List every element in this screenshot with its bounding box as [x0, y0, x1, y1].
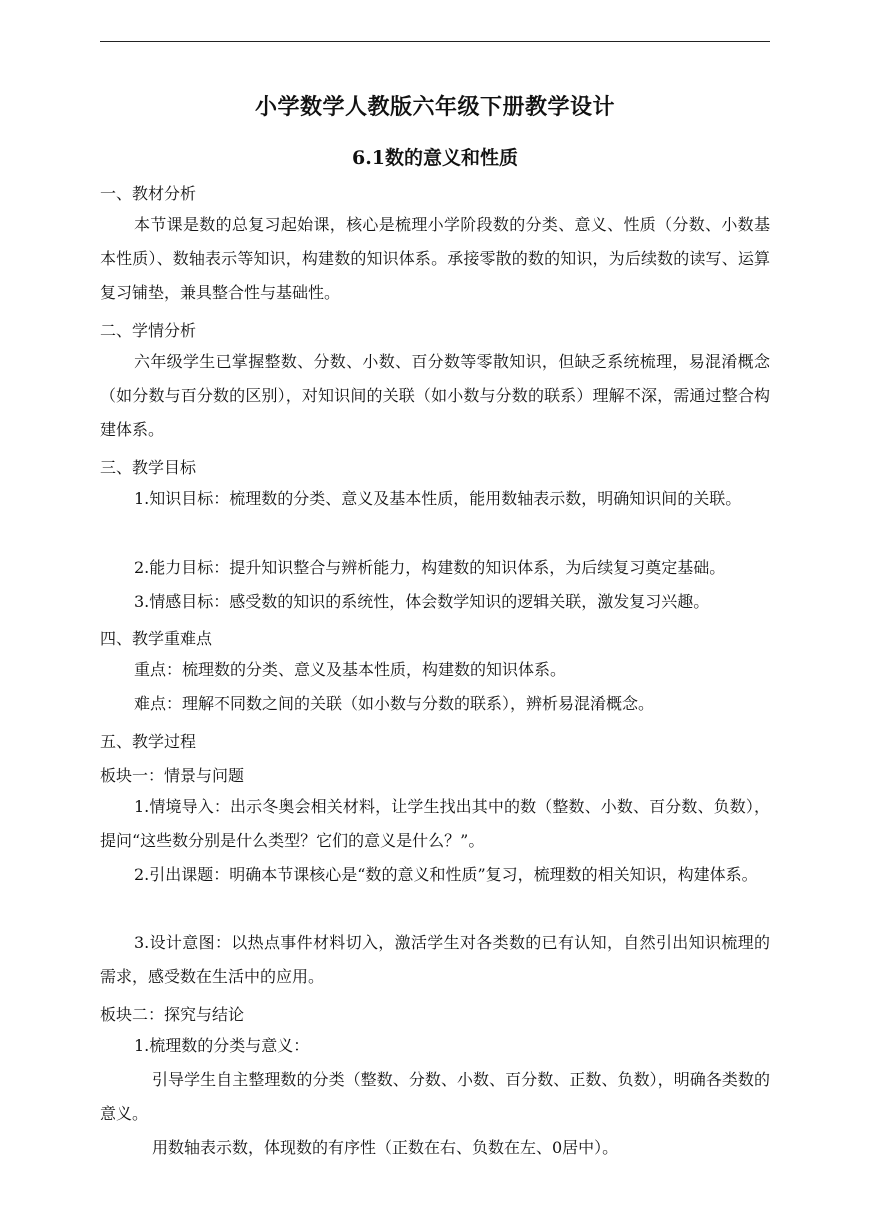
paragraph-ability-goal: 2.能力目标：提升知识整合与辨析能力，构建数的知识体系，为后续复习奠定基础。: [134, 558, 726, 577]
paragraph-situation-intro: 1.情境导入：出示冬奥会相关材料，让学生找出其中的数（整数、小数、百分数、负数），提问“这些数分别是什么类型？它们的意义是什么？”。: [100, 797, 770, 850]
paragraph-classification-guide: 引导学生自主整理数的分类（整数、分数、小数、百分数、正数、负数），明确各类数的意义。: [100, 1070, 770, 1123]
paragraph-number-line: 用数轴表示数，体现数的有序性（正数在右、负数在左、0居中）。: [152, 1138, 619, 1157]
paragraph-textbook-analysis: 本节课是数的总复习起始课，核心是梳理小学阶段数的分类、意义、性质（分数、小数基本性质）、数轴表示等知识，构建数的知识体系。承接零散的数的知识，为后续数的读写、运算复习铺垫，兼具整合性与基础性。: [100, 215, 770, 302]
header-rule: [100, 41, 770, 42]
section-heading-process: 五、教学过程: [100, 732, 197, 751]
section-heading-textbook: 一、教材分析: [100, 184, 197, 203]
section-heading-key-points: 四、教学重难点: [100, 629, 213, 648]
section-heading-students: 二、学情分析: [100, 321, 197, 340]
paragraph-topic-intro: 2.引出课题：明确本节课核心是“数的意义和性质”复习，梳理数的相关知识，构建体系。: [134, 865, 758, 884]
paragraph-knowledge-goal: 1.知识目标：梳理数的分类、意义及基本性质，能用数轴表示数，明确知识间的关联。: [134, 489, 742, 508]
paragraph-classification-title: 1.梳理数的分类与意义：: [134, 1036, 310, 1055]
paragraph-key-point: 重点：梳理数的分类、意义及基本性质，构建数的知识体系。: [134, 660, 567, 679]
paragraph-emotion-goal: 3.情感目标：感受数的知识的系统性，体会数学知识的逻辑关联，激发复习兴趣。: [134, 592, 710, 611]
block-heading-explore: 板块二：探究与结论: [100, 1005, 245, 1024]
paragraph-student-analysis: 六年级学生已掌握整数、分数、小数、百分数等零散知识，但缺乏系统梳理，易混淆概念（如分数与百分数的区别），对知识间的关联（如小数与分数的联系）理解不深，需通过整合构建体系。: [100, 352, 770, 439]
document-title: 小学数学人教版六年级下册教学设计: [254, 94, 615, 120]
lesson-title: 6.1数的意义和性质: [351, 147, 519, 169]
section-heading-goals: 三、教学目标: [100, 458, 197, 477]
block-heading-situation: 板块一：情景与问题: [100, 766, 245, 785]
paragraph-difficult-point: 难点：理解不同数之间的关联（如小数与分数的联系），辨析易混淆概念。: [134, 694, 655, 713]
paragraph-design-intent: 3.设计意图：以热点事件材料切入，激活学生对各类数的已有认知，自然引出知识梳理的需求，感受数在生活中的应用。: [100, 933, 770, 986]
